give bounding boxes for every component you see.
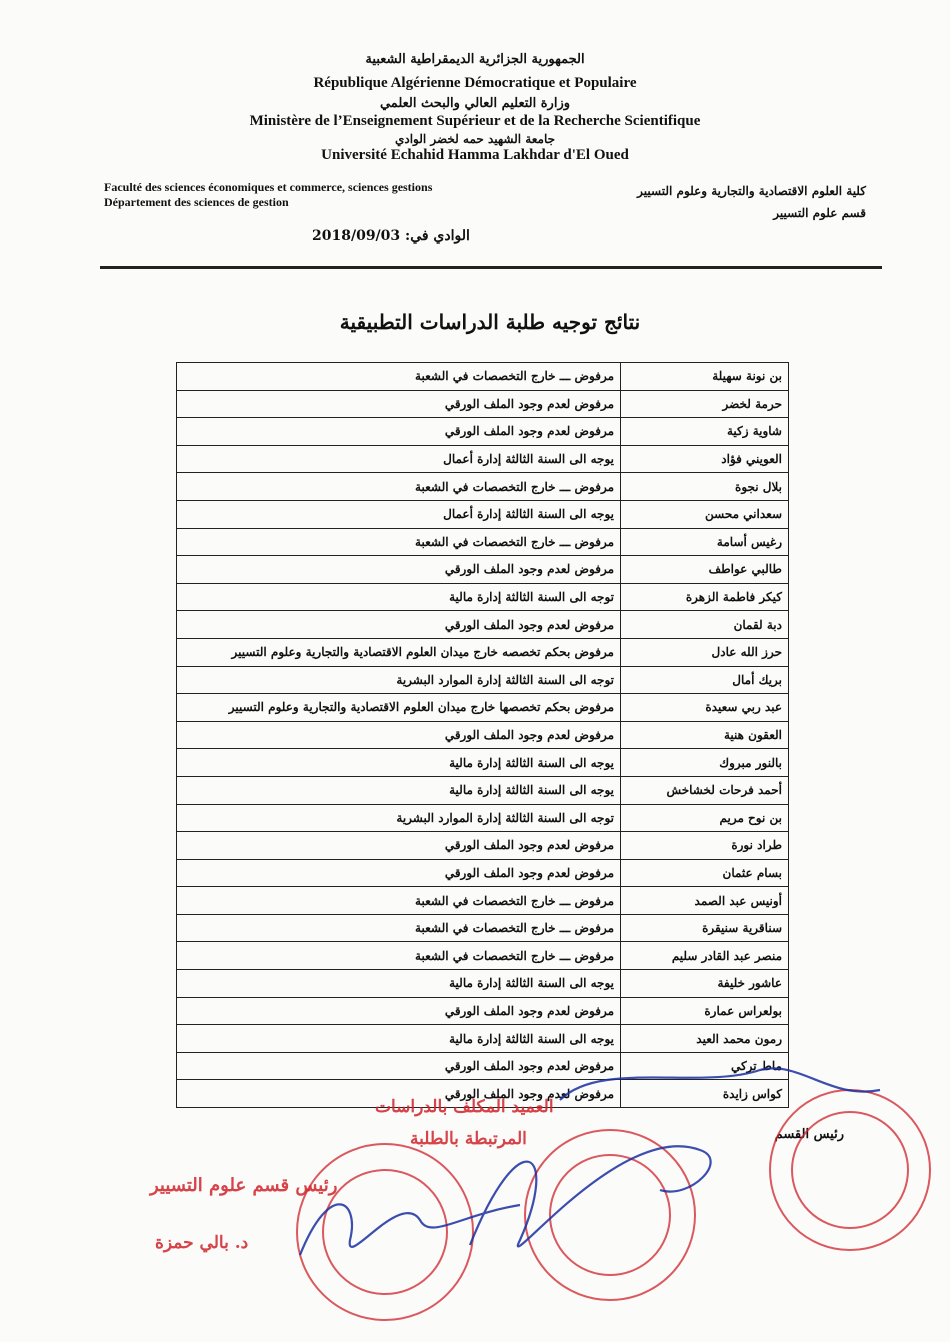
student-name: بن نوح مريم [621, 804, 789, 832]
country-name-fr: République Algérienne Démocratique et Populaire [313, 75, 637, 91]
student-name: منصر عبد القادر سليم [621, 942, 789, 970]
stamp-head-name: د. بالي حمزة [155, 1233, 249, 1253]
orientation-result: مرفوض ـــ خارج التخصصات في الشعبة [177, 473, 621, 501]
student-name: حرز الله عادل [621, 638, 789, 666]
orientation-result: توجه الى السنة الثالثة إدارة مالية [177, 583, 621, 611]
student-name: ماط تركي [621, 1052, 789, 1080]
orientation-result: مرفوض ـــ خارج التخصصات في الشعبة [177, 363, 621, 391]
orientation-result: مرفوض لعدم وجود الملف الورقي [177, 390, 621, 418]
stamp-dean-subtitle: المرتبطة بالطلبة [410, 1129, 527, 1149]
orientation-result: مرفوض ـــ خارج التخصصات في الشعبة [177, 914, 621, 942]
student-name: أونيس عبد الصمد [621, 887, 789, 915]
faculty-name-ar: كلية العلوم الاقتصادية والتجارية وعلوم التسيير [637, 184, 866, 198]
orientation-result: توجه الى السنة الثالثة إدارة الموارد البشرية [177, 804, 621, 832]
university-name-ar: جامعة الشهيد حمه لخضر الوادي [394, 132, 556, 146]
faculty-name-fr: Faculté des sciences économiques et commerce, sciences gestions [104, 180, 433, 194]
stamp-head-title: رئيس قسم علوم التسيير [150, 1175, 338, 1196]
department-name-fr: Département des sciences de gestion [104, 195, 289, 209]
student-name: بن نونة سهيلة [621, 363, 789, 391]
document-title: نتائج توجيه طلبة الدراسات التطبيقية [339, 310, 641, 334]
student-name: طراد نورة [621, 832, 789, 860]
orientation-result: مرفوض بحكم تخصصها خارج ميدان العلوم الاقتصادية والتجارية وعلوم التسيير [177, 694, 621, 722]
round-stamp-right [770, 1090, 930, 1250]
ministry-name-ar: وزارة التعليم العالي والبحث العلمي [379, 96, 571, 111]
signature-left [300, 1204, 520, 1255]
student-name: بولعراس عمارة [621, 997, 789, 1025]
orientation-result: يوجه الى السنة الثالثة إدارة أعمال [177, 500, 621, 528]
student-name: بريك أمال [621, 666, 789, 694]
orientation-result: يوجه الى السنة الثالثة إدارة أعمال [177, 445, 621, 473]
round-stamp-right-inner [792, 1112, 908, 1228]
department-head-label: رئيس القسم [774, 1127, 844, 1142]
student-name: دبة لقمان [621, 611, 789, 639]
orientation-result: مرفوض لعدم وجود الملف الورقي [177, 859, 621, 887]
orientation-result: مرفوض لعدم وجود الملف الورقي [177, 556, 621, 584]
round-stamp-left-inner [323, 1170, 447, 1294]
student-name: كيكر فاطمة الزهرة [621, 583, 789, 611]
student-name: أحمد فرحات لخشاخش [621, 776, 789, 804]
orientation-result: يوجه الى السنة الثالثة إدارة مالية [177, 749, 621, 777]
student-name: طالبي عواطف [621, 556, 789, 584]
student-name: شاوية زكية [621, 418, 789, 446]
orientation-result: مرفوض ـــ خارج التخصصات في الشعبة [177, 887, 621, 915]
signature-center [470, 1146, 711, 1246]
student-name: حرمة لخضر [621, 390, 789, 418]
student-name: بسام عثمان [621, 859, 789, 887]
orientation-result: يوجه الى السنة الثالثة إدارة مالية [177, 776, 621, 804]
country-name-ar: الجمهورية الجزائرية الديمقراطية الشعبية [365, 52, 585, 67]
student-name: سعداني محسن [621, 500, 789, 528]
student-name: رغيس أسامة [621, 528, 789, 556]
department-name-ar: قسم علوم التسيير [773, 206, 866, 220]
orientation-result: مرفوض لعدم وجود الملف الورقي [177, 832, 621, 860]
orientation-result: مرفوض بحكم تخصصه خارج ميدان العلوم الاقتصادية والتجارية وعلوم التسيير [177, 638, 621, 666]
orientation-result: مرفوض لعدم وجود الملف الورقي [177, 997, 621, 1025]
student-name: كواس زايدة [621, 1080, 789, 1108]
university-name-fr: Université Echahid Hamma Lakhdar d'El Oued [321, 147, 629, 163]
student-name: سناقرية سنيقرة [621, 914, 789, 942]
orientation-result: يوجه الى السنة الثالثة إدارة مالية [177, 1025, 621, 1053]
orientation-result: يوجه الى السنة الثالثة إدارة مالية [177, 970, 621, 998]
orientation-result: مرفوض لعدم وجود الملف الورقي [177, 1052, 621, 1080]
student-name: عبد ربي سعيدة [621, 694, 789, 722]
signature-right [560, 1068, 880, 1100]
orientation-result: مرفوض لعدم وجود الملف الورقي [177, 611, 621, 639]
document-date: الوادي في: 2018/09/03 [312, 228, 470, 244]
orientation-result: مرفوض ـــ خارج التخصصات في الشعبة [177, 942, 621, 970]
round-stamp-center-inner [550, 1155, 670, 1275]
student-name: بالنور مبروك [621, 749, 789, 777]
orientation-result: مرفوض ـــ خارج التخصصات في الشعبة [177, 528, 621, 556]
student-name: بلال نجوة [621, 473, 789, 501]
student-name: رمون محمد العيد [621, 1025, 789, 1053]
student-name: العقون هنية [621, 721, 789, 749]
orientation-result: مرفوض لعدم وجود الملف الورقي [177, 418, 621, 446]
orientation-result: توجه الى السنة الثالثة إدارة الموارد البشرية [177, 666, 621, 694]
student-name: عاشور خليفة [621, 970, 789, 998]
orientation-result: مرفوض لعدم وجود الملف الورقي [177, 1080, 621, 1108]
stamp-dean-title: العميد المكلف بالدراسات [375, 1097, 554, 1117]
student-name: العويني فؤاد [621, 445, 789, 473]
orientation-result: مرفوض لعدم وجود الملف الورقي [177, 721, 621, 749]
ministry-name-fr: Ministère de l’Enseignement Supérieur et de la Recherche Scientifique [249, 113, 701, 129]
